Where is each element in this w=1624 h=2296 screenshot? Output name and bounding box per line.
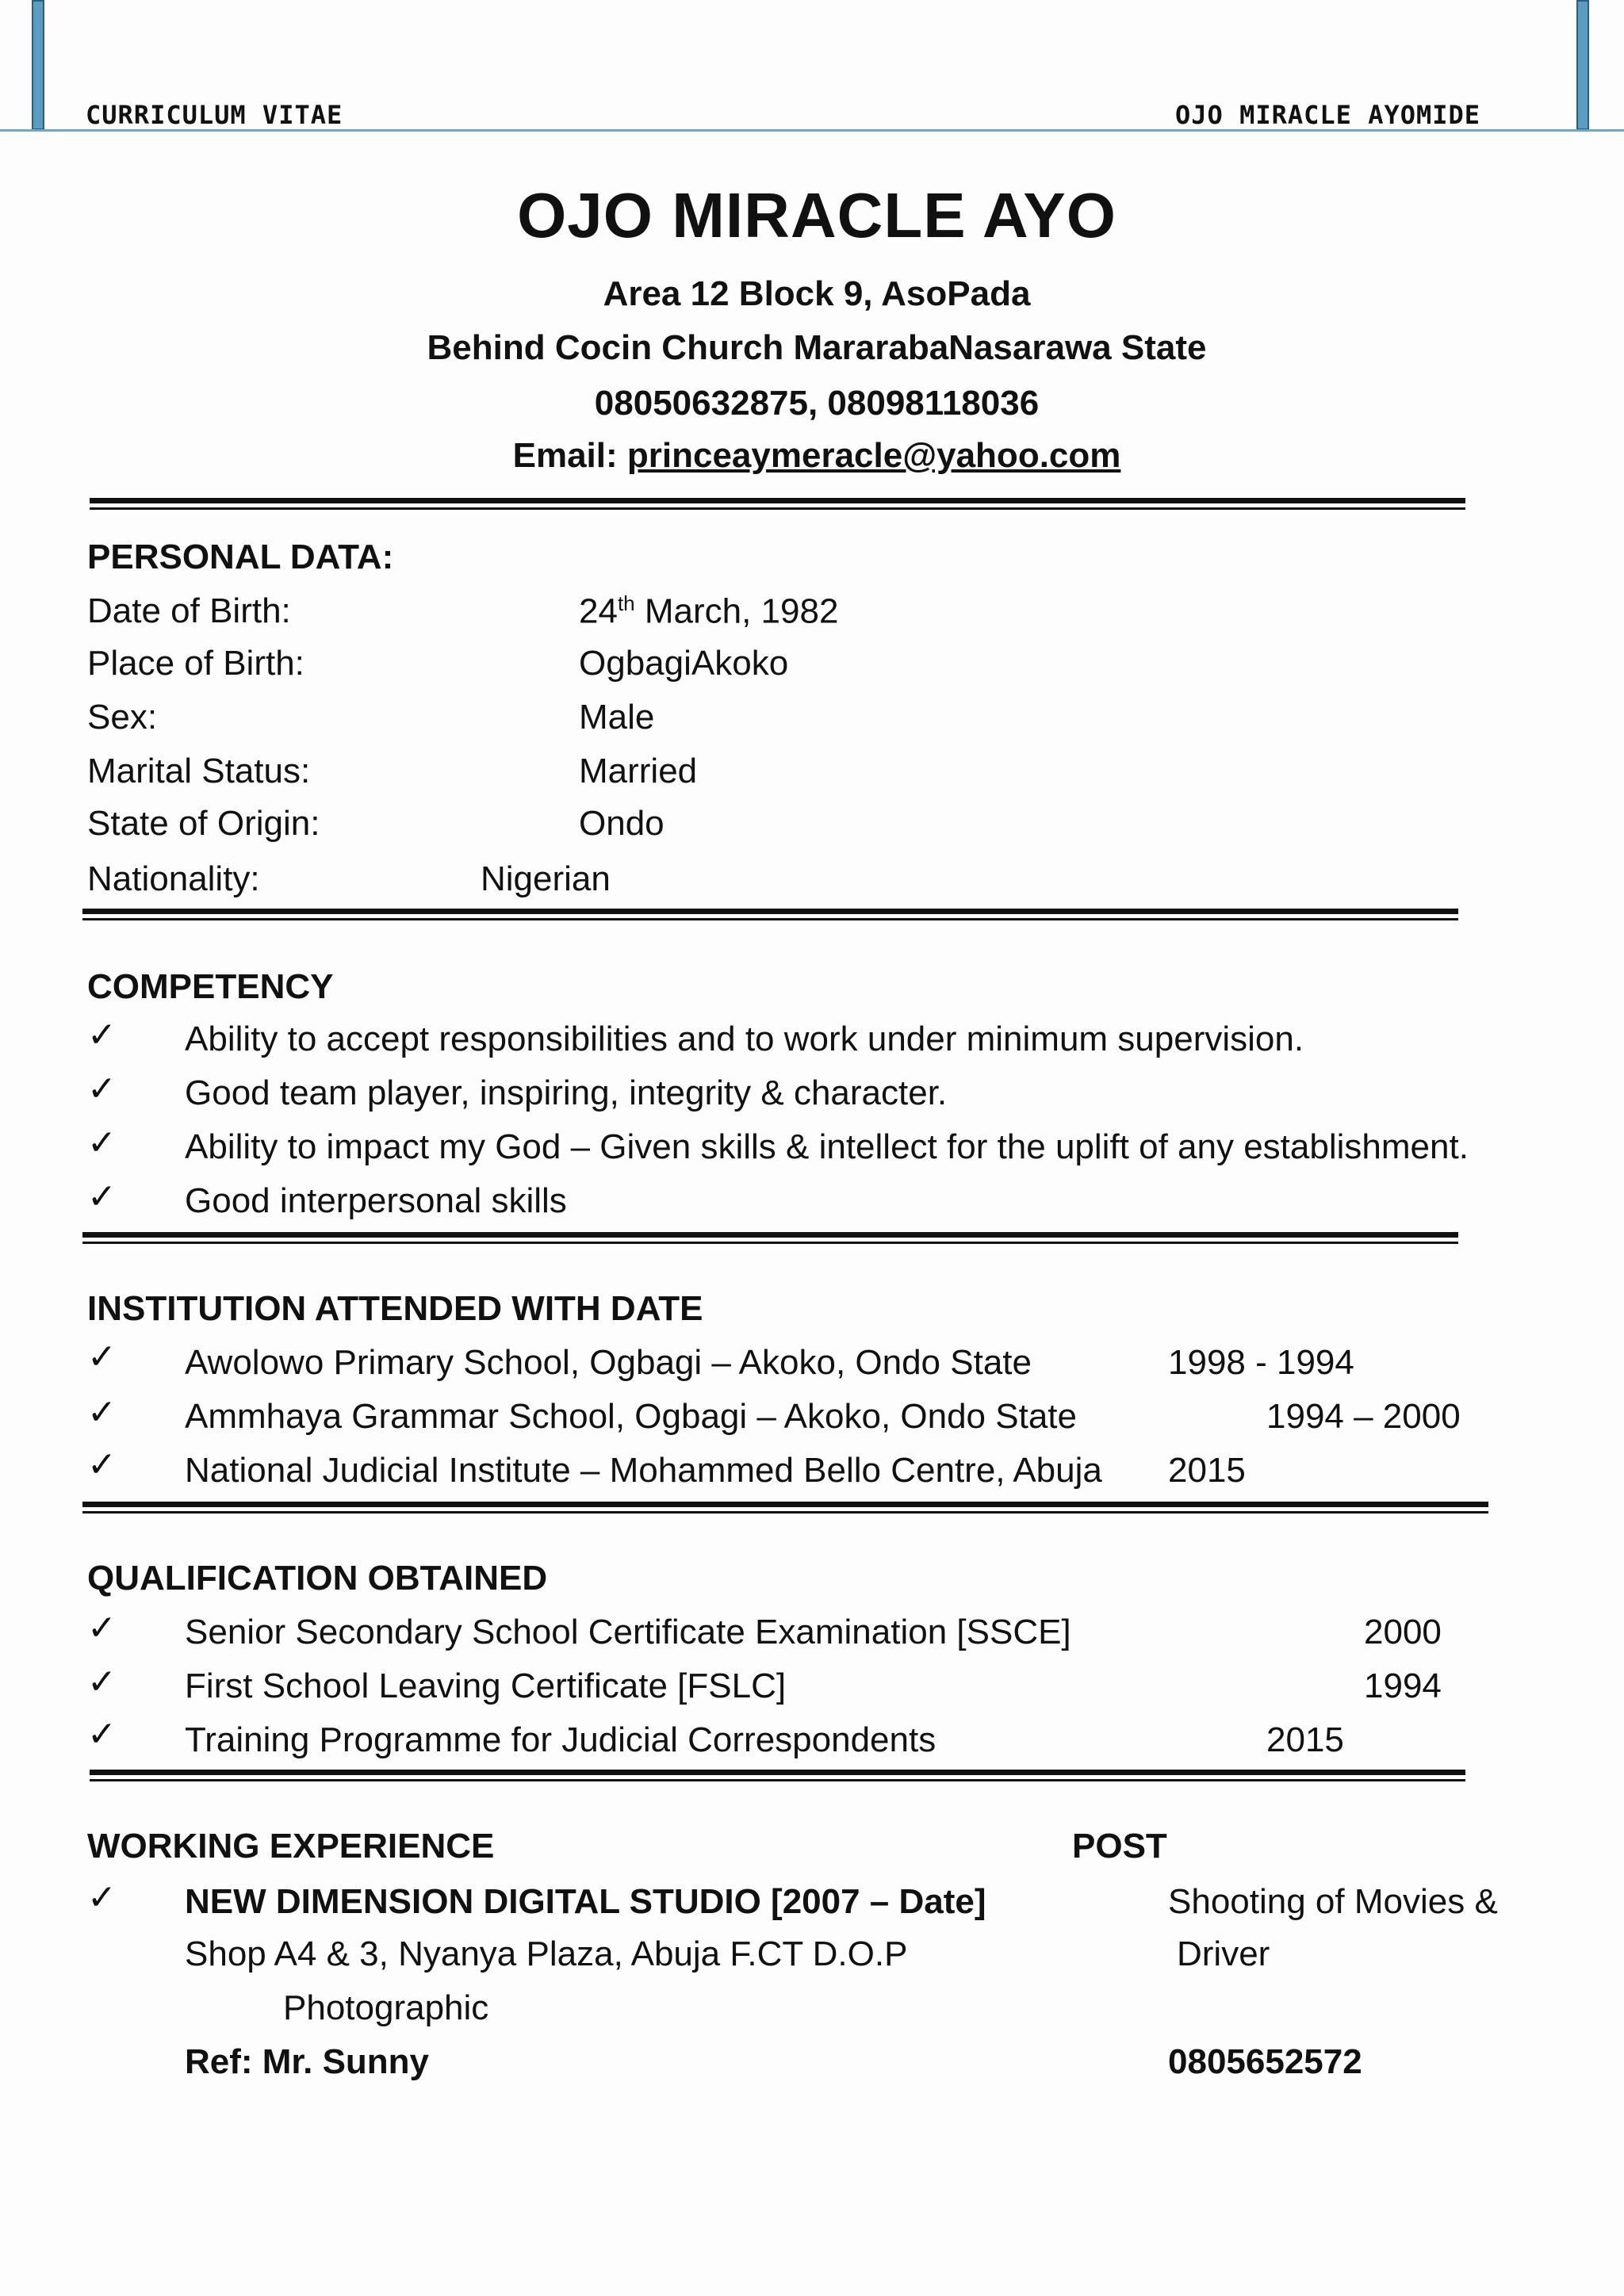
- field-label: Date of Birth:: [87, 591, 291, 630]
- company-name: NEW DIMENSION DIGITAL STUDIO [2007 – Date]: [185, 1882, 986, 1921]
- check-icon: ✓: [87, 1878, 117, 1917]
- list-item: First School Leaving Certificate [FSLC]: [185, 1667, 787, 1705]
- check-icon: ✓: [87, 1177, 117, 1216]
- field-value: Married: [579, 752, 698, 790]
- divider: [82, 1232, 1458, 1244]
- dob-day: 24: [579, 591, 618, 631]
- divider: [90, 498, 1465, 510]
- section-heading-competency: COMPETENCY: [87, 967, 334, 1006]
- role-extra: Photographic: [283, 1988, 489, 2027]
- divider: [82, 1502, 1488, 1513]
- field-value-dob: [579, 591, 838, 632]
- header-left-bar: [32, 0, 44, 130]
- section-heading-personal: PERSONAL DATA:: [87, 538, 394, 576]
- check-icon: ✓: [87, 1016, 117, 1054]
- field-value: Ondo: [579, 804, 665, 843]
- header-right-bar: [1576, 0, 1589, 130]
- phone-numbers: 08050632875, 08098118036: [594, 384, 1040, 423]
- field-label: Sex:: [87, 698, 158, 737]
- check-icon: ✓: [87, 1393, 117, 1432]
- email-link[interactable]: princeaymeracle@yahoo.com: [626, 436, 1121, 475]
- field-label: State of Origin:: [87, 804, 320, 843]
- dob-suffix: th: [617, 591, 635, 615]
- check-icon: ✓: [87, 1663, 117, 1701]
- institution-date: 1998 - 1994: [1168, 1343, 1354, 1382]
- institution-date: 2015: [1168, 1451, 1246, 1490]
- company-address: Shop A4 & 3, Nyanya Plaza, Abuja F.CT D.O.P: [185, 1934, 908, 1973]
- post-line-1: Shooting of Movies &: [1168, 1882, 1498, 1921]
- field-value: Nigerian: [481, 859, 611, 898]
- list-item: Good interpersonal skills: [185, 1181, 567, 1220]
- check-icon: ✓: [87, 1445, 117, 1484]
- list-item: Senior Secondary School Certificate Examination [SSCE]: [185, 1613, 1071, 1651]
- list-item: National Judicial Institute – Mohammed Bello Centre, Abuja: [185, 1451, 1102, 1490]
- page-title: OJO MIRACLE AYO: [517, 180, 1116, 251]
- header-right-label: OJO MIRACLE AYOMIDE: [1175, 100, 1481, 130]
- institution-date: 1994 – 2000: [1266, 1397, 1461, 1436]
- check-icon: ✓: [87, 1337, 117, 1376]
- address-line-1: Area 12 Block 9, AsoPada: [603, 274, 1031, 313]
- check-icon: ✓: [87, 1123, 117, 1162]
- post-heading: POST: [1072, 1827, 1167, 1866]
- list-item: Good team player, inspiring, integrity & character.: [185, 1073, 948, 1112]
- qualification-year: 2015: [1266, 1720, 1344, 1759]
- section-heading-qualifications: QUALIFICATION OBTAINED: [87, 1559, 548, 1598]
- list-item: Awolowo Primary School, Ogbagi – Akoko, Ondo State: [185, 1343, 1032, 1382]
- header-left-label: CURRICULUM VITAE: [86, 100, 343, 130]
- address-line-2: Behind Cocin Church MararabaNasarawa State: [427, 328, 1207, 367]
- reference-phone: 0805652572: [1168, 2042, 1362, 2081]
- dob-rest: March, 1982: [634, 591, 839, 631]
- field-value: OgbagiAkoko: [579, 644, 789, 683]
- check-icon: ✓: [87, 1715, 117, 1754]
- list-item: Ammhaya Grammar School, Ogbagi – Akoko, Ondo State: [185, 1397, 1077, 1436]
- field-label: Marital Status:: [87, 752, 311, 790]
- list-item: Training Programme for Judicial Correspondents: [185, 1720, 936, 1759]
- field-label: Place of Birth:: [87, 644, 304, 683]
- check-icon: ✓: [87, 1609, 117, 1647]
- check-icon: ✓: [87, 1070, 117, 1108]
- list-item: Ability to impact my God – Given skills & intellect for the uplift of any establishment.: [185, 1127, 1469, 1166]
- divider: [90, 1770, 1465, 1781]
- list-item: Ability to accept responsibilities and to work under minimum supervision.: [185, 1020, 1304, 1058]
- post-line-2: Driver: [1177, 1934, 1270, 1973]
- qualification-year: 2000: [1364, 1613, 1442, 1651]
- field-label: Nationality:: [87, 859, 260, 898]
- qualification-year: 1994: [1364, 1667, 1442, 1705]
- reference: Ref: Mr. Sunny: [185, 2042, 430, 2081]
- section-heading-experience: WORKING EXPERIENCE: [87, 1827, 495, 1866]
- email-line: [0, 436, 1624, 476]
- email-label: Email:: [512, 436, 618, 475]
- field-value: Male: [579, 698, 655, 737]
- divider: [82, 909, 1458, 920]
- section-heading-institutions: INSTITUTION ATTENDED WITH DATE: [87, 1289, 703, 1328]
